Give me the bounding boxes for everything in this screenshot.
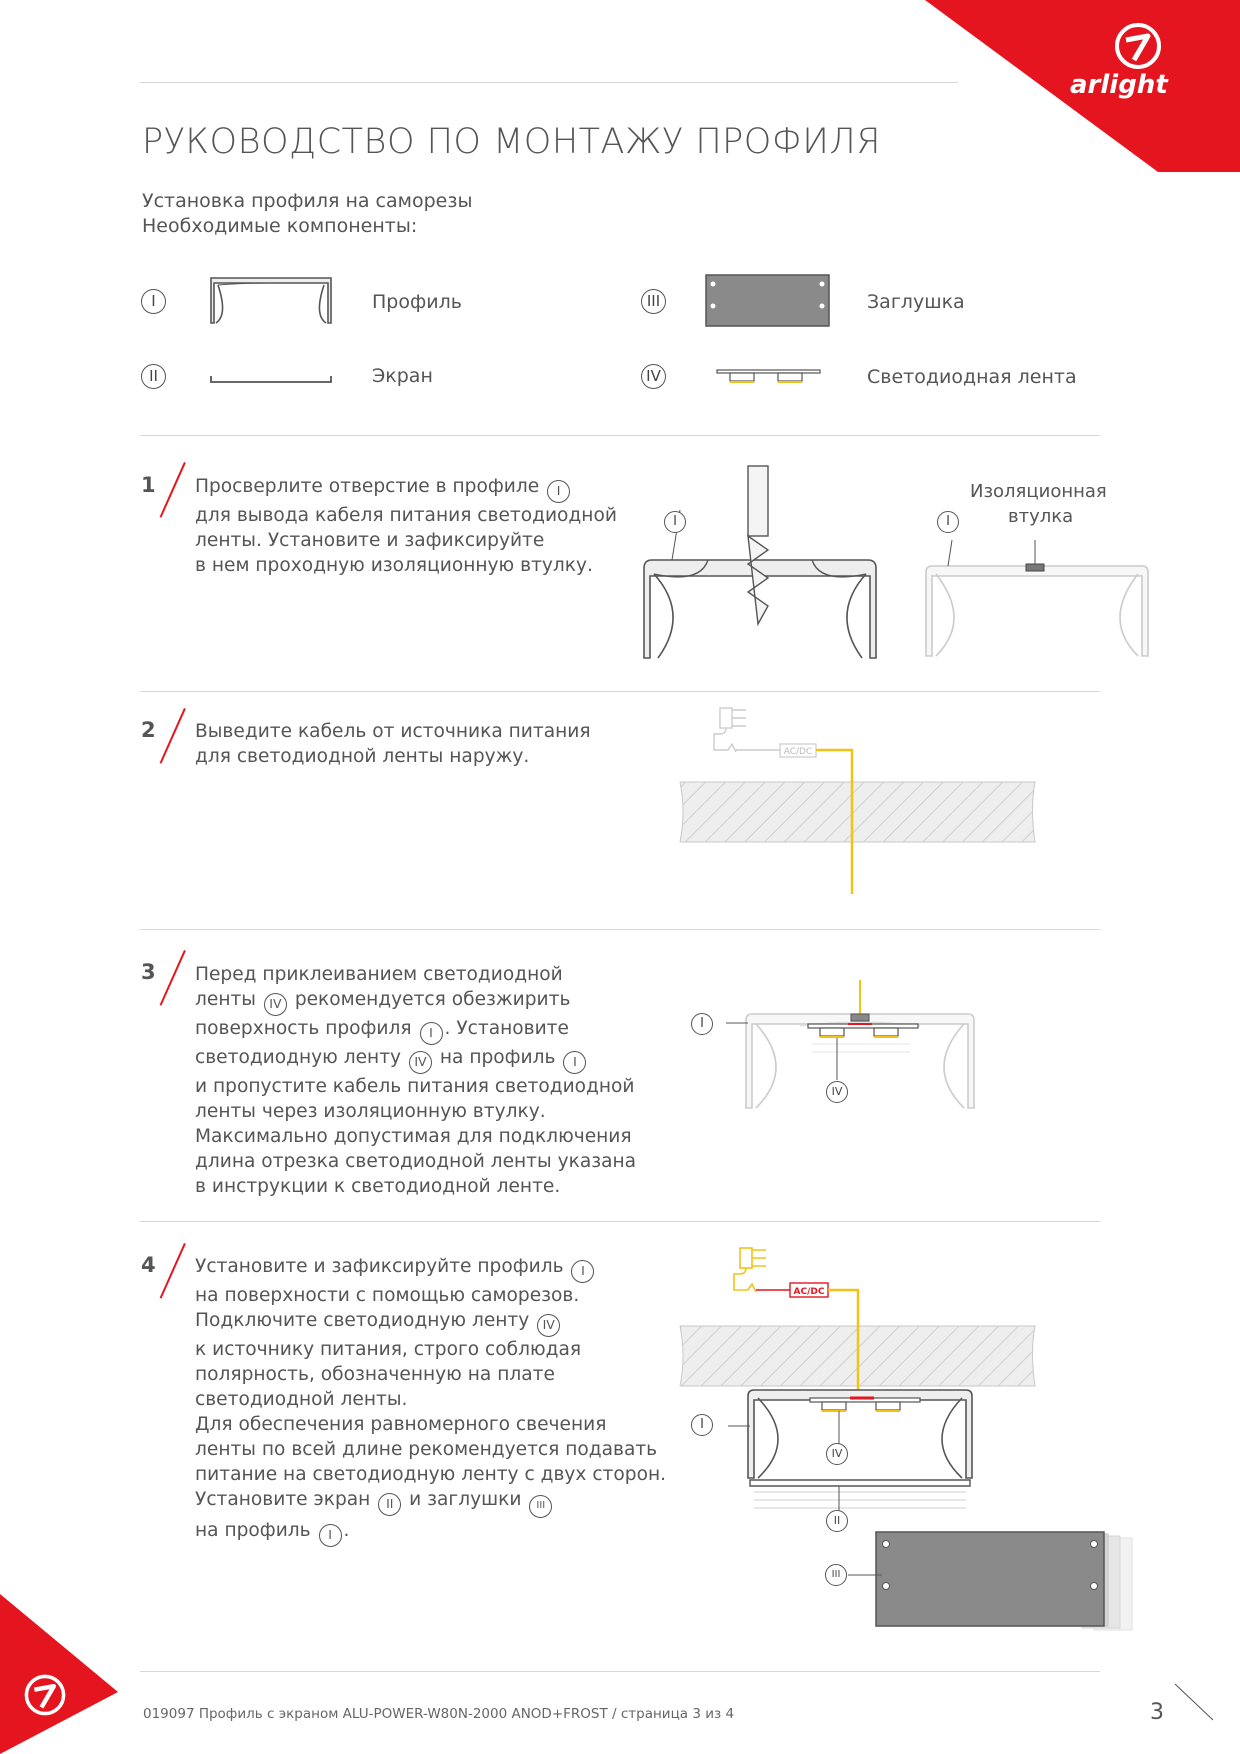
step-4-text (195, 1254, 666, 1547)
step-3-number: 3 (141, 960, 156, 984)
step-4-line (195, 1487, 666, 1518)
component-ref: III (529, 1495, 552, 1518)
step-3-text (195, 962, 636, 1199)
component-num-ii: II (141, 364, 166, 389)
step-3-line (195, 1124, 636, 1149)
step-text-segment: Для обеспечения равномерного свечения (195, 1414, 607, 1435)
component-label-profile: Профиль (372, 291, 462, 313)
step-3-slash (160, 950, 186, 1006)
step-4-line (195, 1437, 666, 1462)
divider-2 (140, 691, 1100, 692)
step-4-line (195, 1462, 666, 1487)
step-3-profile-diagram (740, 978, 980, 1114)
step-text-segment: рекомендуется обезжирить (288, 989, 571, 1010)
step-1-line (195, 503, 617, 528)
component-label-end-cap: Заглушка (867, 291, 965, 313)
screen-icon (208, 372, 334, 386)
step-3-line (195, 1045, 636, 1074)
step-3-line (195, 962, 636, 987)
step-text-segment: Подключите светодиодную ленту (195, 1310, 536, 1331)
component-num-i: I (141, 289, 166, 314)
step-1-line (195, 474, 617, 503)
component-num-iv: IV (641, 364, 666, 389)
step-4-ref-iii: III (825, 1564, 847, 1586)
page-corner-line (1175, 1684, 1215, 1724)
step-text-segment: и пропустите кабель питания светодиодной (195, 1076, 635, 1097)
component-ref: IV (537, 1314, 560, 1337)
step-2-line (195, 719, 591, 744)
step-4-end-cap-diagram (830, 1530, 1150, 1630)
step-3-ref-iv: IV (826, 1081, 848, 1103)
step-1-slash (160, 462, 186, 518)
step-2-psu-label: AC/DC (783, 747, 813, 757)
step-1-line (195, 528, 617, 553)
brand-logo-icon (1112, 20, 1164, 72)
step-text-segment: Выведите кабель от источника питания (195, 721, 591, 742)
step-text-segment: ленты. Установите и зафиксируйте (195, 530, 545, 551)
step-text-segment: ленты через изоляционную втулку. (195, 1101, 546, 1122)
step-text-segment: ленты (195, 989, 262, 1010)
step-text-segment: светодиодной ленты. (195, 1389, 408, 1410)
component-ref: I (319, 1524, 342, 1547)
step-text-segment: Максимально допустимая для подключения (195, 1126, 632, 1147)
step-3-line (195, 1149, 636, 1174)
bushing-label-line-2: втулка (1008, 506, 1074, 527)
step-4-ref-i: I (691, 1414, 713, 1436)
step-text-segment: питание на светодиодную ленту с двух сторон. (195, 1464, 667, 1485)
footer-rule (140, 1671, 1100, 1672)
step-3-line (195, 1174, 636, 1199)
subtitle-line-2: Необходимые компоненты: (142, 215, 418, 237)
component-num-iii: III (641, 289, 666, 314)
step-2-ceiling-diagram (680, 708, 1040, 898)
divider-4 (140, 1221, 1100, 1222)
header-rule (140, 82, 958, 83)
component-ref: IV (409, 1051, 432, 1074)
step-text-segment: в нем проходную изоляционную втулку. (195, 555, 593, 576)
step-text-segment: полярность, обозначенную на плате (195, 1364, 555, 1385)
step-4-line (195, 1283, 666, 1308)
component-ref: I (420, 1022, 443, 1045)
step-text-segment: длина отрезка светодиодной ленты указана (195, 1151, 637, 1172)
step-text-segment: ленты по всей длине рекомендуется подавать (195, 1439, 658, 1460)
step-1-number: 1 (141, 473, 156, 497)
step-4-psu-label: AC/DC (793, 1287, 825, 1297)
step-4-line (195, 1387, 666, 1412)
step-4-ref-iv: IV (826, 1443, 848, 1465)
step-text-segment: Просверлите отверстие в профиле (195, 476, 546, 497)
component-ref: IV (264, 993, 287, 1016)
step-text-segment: . (343, 1520, 350, 1541)
step-text-segment: к источнику питания, строго соблюдая (195, 1339, 582, 1360)
step-1-text (195, 474, 617, 578)
step-4-slash (160, 1243, 186, 1299)
step-4-number: 4 (141, 1253, 156, 1277)
step-text-segment: на поверхности с помощью саморезов. (195, 1285, 580, 1306)
step-2-text (195, 719, 591, 769)
component-ref: I (563, 1051, 586, 1074)
step-4-line (195, 1254, 666, 1283)
component-label-screen: Экран (372, 365, 433, 387)
step-1-line (195, 553, 617, 578)
step-2-slash (160, 708, 186, 764)
step-text-segment: на профиль (433, 1047, 562, 1068)
bushing-label-line-1: Изоляционная (970, 481, 1107, 502)
step-text-segment: поверхность профиля (195, 1018, 418, 1039)
component-ref: I (571, 1260, 594, 1283)
brand-logo-text: arlight (1070, 70, 1168, 100)
step-text-segment: для вывода кабеля питания светодиодной (195, 505, 617, 526)
step-1-bushing-diagram (922, 560, 1152, 660)
led-strip-icon (716, 368, 821, 386)
page-title: РУКОВОДСТВО ПО МОНТАЖУ ПРОФИЛЯ (142, 122, 881, 162)
step-text-segment: . Установите (444, 1018, 569, 1039)
footer-text: 019097 Профиль с экраном ALU-POWER-W80N-2000 ANOD+FROST / страница 3 из 4 (143, 1706, 735, 1722)
step-2-line (195, 744, 591, 769)
step-4-line (195, 1518, 666, 1547)
step-1-drill-diagram (640, 464, 880, 664)
profile-icon (208, 275, 334, 327)
step-4-line (195, 1308, 666, 1337)
step-text-segment: Установите и зафиксируйте профиль (195, 1256, 570, 1277)
step-4-line (195, 1337, 666, 1362)
step-4-line (195, 1412, 666, 1437)
component-ref: II (378, 1493, 401, 1516)
step-text-segment: для светодиодной ленты наружу. (195, 746, 530, 767)
step-1-ref-i-b: I (937, 511, 959, 533)
step-4-line (195, 1362, 666, 1387)
end-cap-icon (705, 274, 830, 327)
step-3-line (195, 1016, 636, 1045)
step-3-line (195, 1074, 636, 1099)
step-text-segment: и заглушки (403, 1489, 528, 1510)
step-text-segment: на профиль (195, 1520, 317, 1541)
divider-3 (140, 929, 1100, 930)
step-2-number: 2 (141, 718, 156, 742)
component-label-led-strip: Светодиодная лента (867, 366, 1077, 388)
step-text-segment: Перед приклеиванием светодиодной (195, 964, 563, 985)
step-3-ref-i: I (691, 1013, 713, 1035)
step-text-segment: светодиодную ленту (195, 1047, 407, 1068)
step-1-ref-i: I (664, 511, 686, 533)
step-text-segment: Установите экран (195, 1489, 377, 1510)
step-4-mount-diagram (680, 1248, 1040, 1518)
step-4-ref-ii: II (826, 1510, 848, 1532)
step-text-segment: в инструкции к светодиодной ленте. (195, 1176, 561, 1197)
brand-logo-bottom-icon (22, 1672, 68, 1718)
component-ref: I (547, 480, 570, 503)
subtitle-line-1: Установка профиля на саморезы (142, 190, 473, 212)
divider-1 (140, 435, 1100, 436)
page-number: 3 (1150, 1700, 1164, 1725)
step-3-line (195, 987, 636, 1016)
step-3-line (195, 1099, 636, 1124)
